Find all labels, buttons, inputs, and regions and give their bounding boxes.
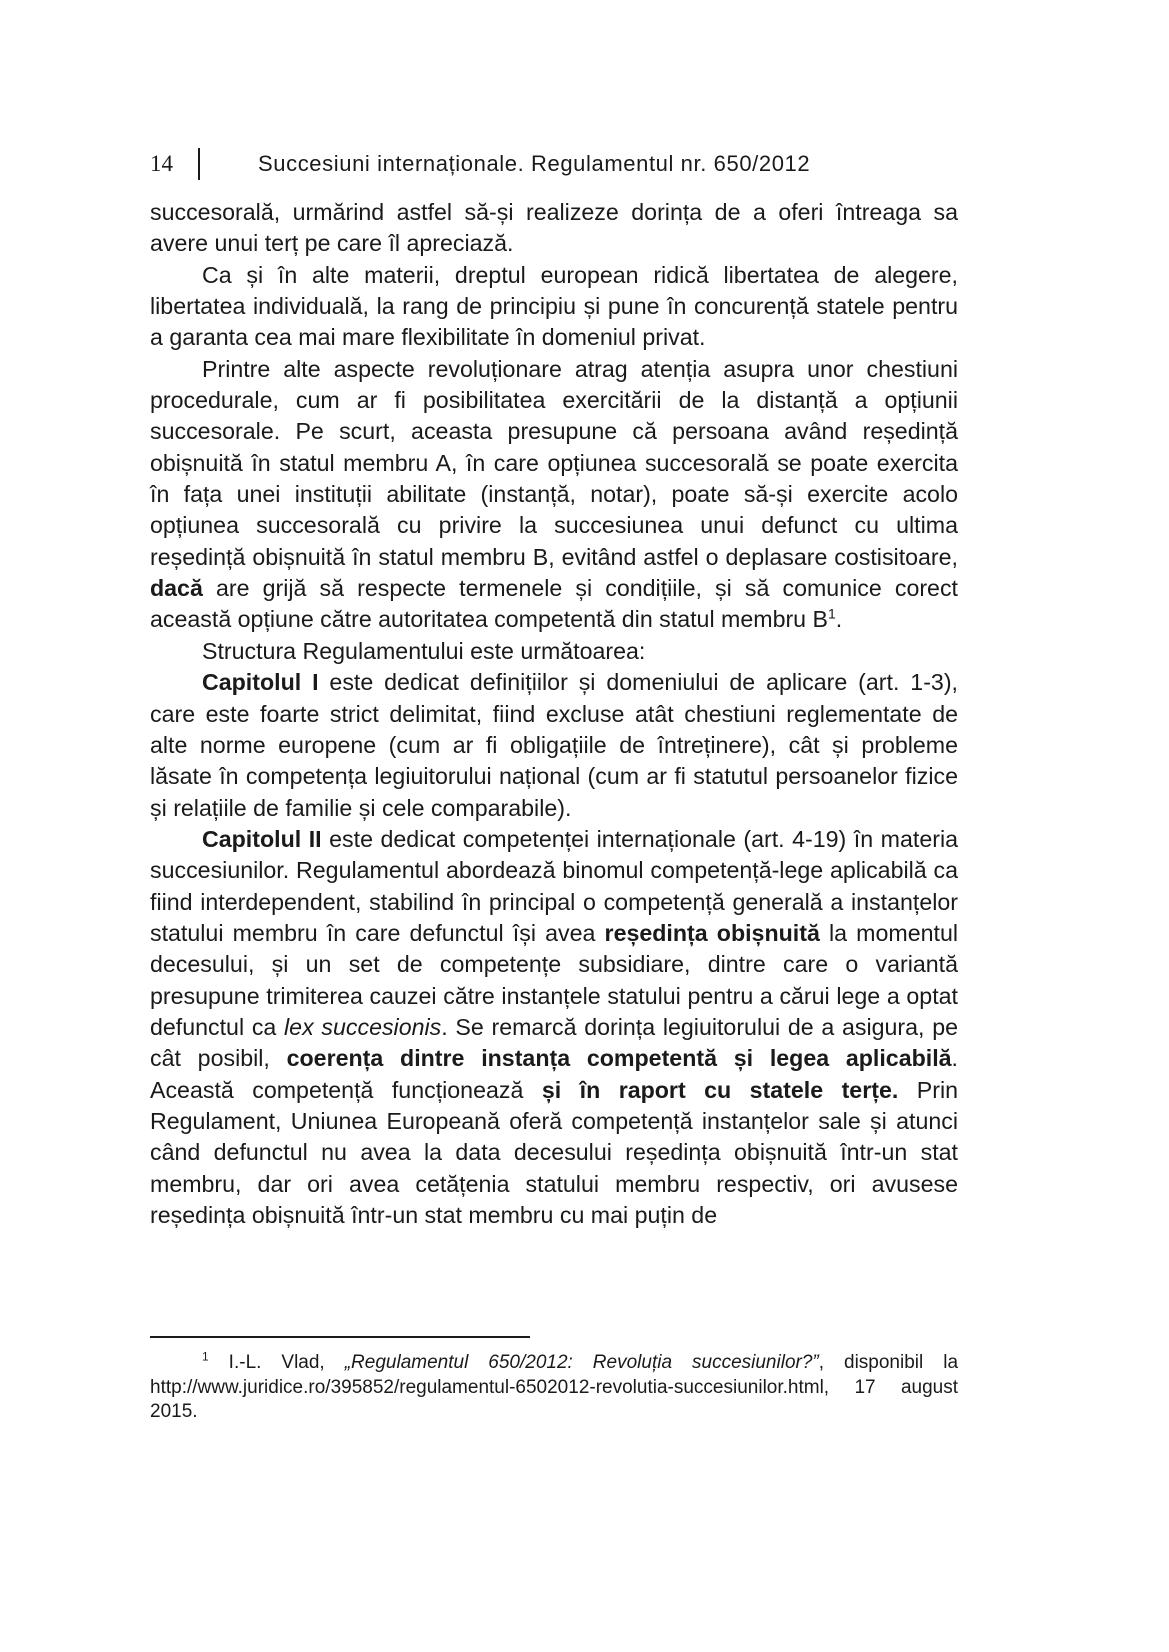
bold-text: reședința obișnuită [604,919,820,946]
footnote-marker: 1 [202,1349,209,1364]
bold-text: și în raport cu statele terțe. [541,1076,899,1103]
running-title: Succesiuni internaționale. Regulamentul nr. 650/2012 [258,151,811,176]
text-run: Structura Regulamentului este următoarea: [202,637,646,664]
text-run: Ca și în alte materii, dreptul european ridică libertatea de alegere, libertatea individuală, la rang de principiu și pune în concurență statele pentru a garanta cea mai mare flexibilitate în domeniul privat. [150,261,958,351]
page-number: 14 [150,151,173,176]
footnote [150,1351,958,1425]
paragraph [150,824,958,1231]
text-run: Prin Regulament, Uniunea Europeană oferă competență instanțelor sale și atunci când defunctul nu avea la data decesului reședința obișnuită într-un stat membru, dar ori avea cetățenia statului membru respectiv, ori avusese reședința obișnuită într-un stat membru cu mai puțin de [150,1076,958,1228]
text-run: . Se remarcă dorința legiuitorului de a asigura, pe cât posibil, [150,1013,958,1072]
page-header [150,146,958,182]
footnote-divider [150,1336,530,1338]
text-run: I.-L. Vlad, [208,1352,345,1373]
bold-text: dacă [150,575,203,602]
bold-text: Capitolul II [202,825,322,852]
paragraph [150,636,958,667]
bold-text: coerența dintre instanța competentă și legea aplicabilă [286,1045,952,1072]
paragraph [150,667,958,824]
bold-text: Capitolul I [202,669,319,696]
text-run: Printre alte aspecte revoluționare atrag atenția asupra unor chestiuni procedurale, cum ar fi posibilitatea exercitării de la distanță a opțiunii succesorale. Pe scurt, aceasta presupune că persoana având reședință obișnuită în statul membru A, în care opțiunea succesorală se poate exercita în fața unei instituții abilitate (instanță, notar), poate să-și exercite acolo opțiunea succesorală cu privire la succesiunea unui defunct cu ultima reședință obișnuită în statul membru B, evitând astfel o deplasare costisitoare, [150,355,958,570]
italic-text: „Regulamentul 650/2012: Revoluția succesiunilor?” [344,1352,819,1373]
text-run: este dedicat competenței internaționale (art. 4-19) în materia succesiunilor. Regulamentul abordează binomul competență-lege aplicabilă ca fiind interdependent, stabilind în principal o competență generală a instanțelor statului membru în care defunctul își avea [150,825,958,946]
paragraph [150,260,958,354]
text-run: . [835,606,843,633]
text-run: la momentul decesului, și un set de competențe subsidiare, dintre care o variantă presupune trimiterea cauzei către instanțele statului pentru a cărui lege a optat defunctul ca [150,919,958,1040]
footnote-text [150,1351,958,1425]
italic-text: lex succesionis [284,1013,442,1040]
footnote-reference: 1 [828,605,836,622]
text-run: are grijă să respecte termenele și condițiile, și să comunice corect această opțiune către autoritatea competentă din statul membru B [150,575,958,633]
text-run: , disponibil la http://www.juridice.ro/395852/regulamentul-6502012-revolutia-succesiunilor.html, 17 august 2015. [150,1352,959,1422]
paragraph [150,197,958,260]
header-divider [198,148,200,180]
body-text [150,197,958,1231]
text-run: este dedicat definițiilor și domeniului de aplicare (art. 1-3), care este foarte strict delimitat, fiind excluse atât chestiuni reglementate de alte norme europene (cum ar fi obligațiile de întreținere), cât și probleme lăsate în competența legiuitorului național (cum ar fi statutul persoanelor fizice și relațiile de familie și cele comparabile). [150,669,958,821]
text-run: . Această competență funcționează [150,1045,958,1103]
text-run: succesorală, urmărind astfel să-și realizeze dorința de a oferi întreaga sa avere unui terț pe care îl apreciază. [150,199,958,257]
paragraph [150,354,958,636]
